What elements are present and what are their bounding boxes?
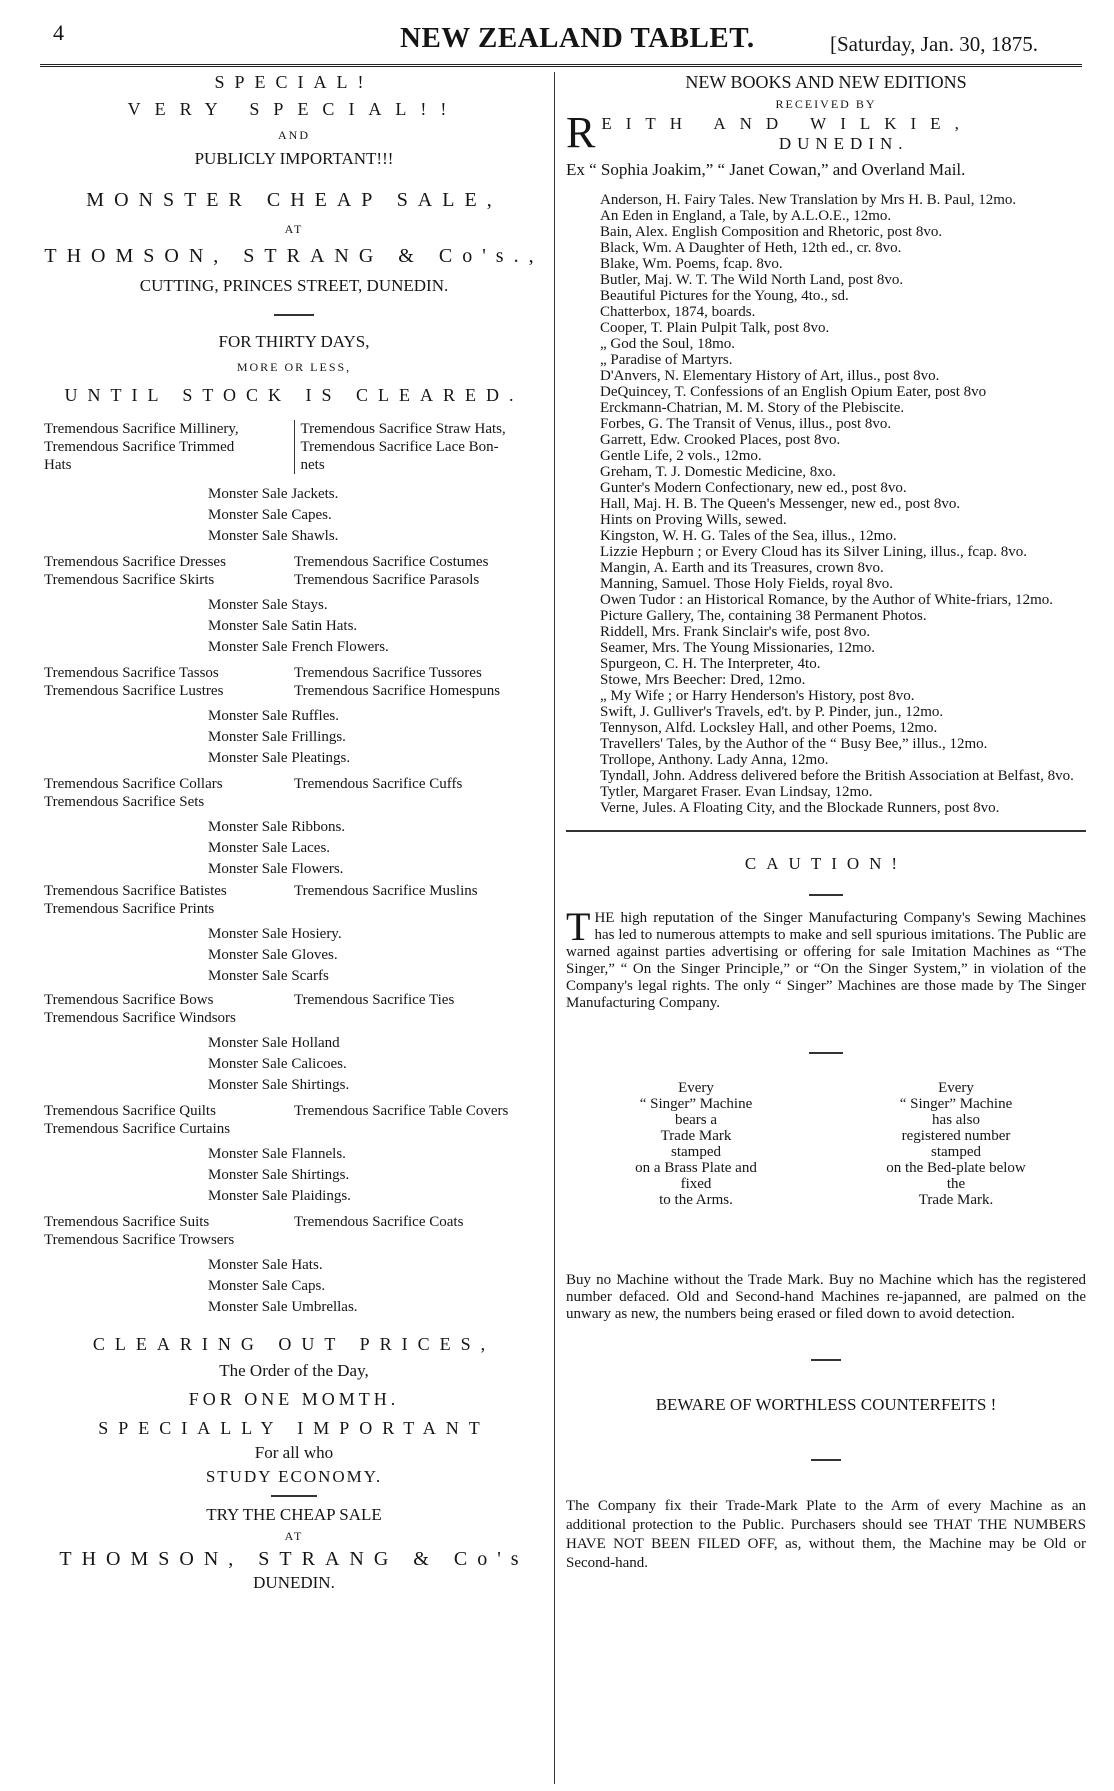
monster-group-4 [44, 817, 544, 880]
list-item: Monster Sale Stays. [208, 597, 328, 613]
list-item: Tremendous Sacrifice Lustres [44, 683, 224, 699]
list-item: Monster Sale Capes. [208, 507, 332, 523]
list-item: Monster Sale Hosiery. [208, 926, 342, 942]
book-list-item: Swift, J. Gulliver's Travels, ed't. by P. Pinder, jun., 12mo. [600, 704, 944, 720]
sacrifice-block-5 [44, 882, 544, 918]
list-item: Tremendous Sacrifice Tassos [44, 665, 219, 681]
divider-dash [809, 894, 843, 896]
firm-name-2: THOMSON, STRANG & Co's [59, 1548, 529, 1570]
firm-city-right: DUNEDIN. [778, 134, 909, 153]
list-item: Monster Sale Calicoes. [208, 1056, 347, 1072]
sacrifice-block-6 [44, 991, 544, 1027]
book-list-item: Manning, Samuel. Those Holy Fields, royal 8vo. [600, 576, 894, 592]
drop-cap-t: T [566, 904, 591, 949]
at-line: AT [284, 222, 304, 236]
list-item: Tremendous Sacrifice Collars [44, 776, 223, 792]
book-list-item: Chatterbox, 1874, boards. [600, 304, 756, 320]
divider-dash [271, 1495, 317, 1497]
list-item: Monster Sale Hats. [208, 1257, 323, 1273]
book-list-item: Butler, Maj. W. T. The Wild North Land, post 8vo. [600, 272, 904, 288]
divider-dash [811, 1459, 841, 1461]
book-list-item: Picture Gallery, The, containing 38 Permanent Photos. [600, 608, 927, 624]
sacrifice-block-8 [44, 1213, 544, 1249]
monster-group-7 [44, 1144, 544, 1207]
list-item: Tremendous Sacrifice Muslins [294, 883, 478, 899]
list-item: Tremendous Sacrifice Bows [44, 992, 214, 1008]
for-one-month: FOR ONE MOMTH. [188, 1389, 400, 1409]
book-list-item: Greham, T. J. Domestic Medicine, 8xo. [600, 464, 837, 480]
list-item: Tremendous Sacrifice Trowsers [44, 1232, 235, 1248]
list-item: Monster Sale Gloves. [208, 947, 338, 963]
list-item: Monster Sale Shirtings. [208, 1077, 350, 1093]
list-item: Monster Sale Laces. [208, 840, 331, 856]
section-rule [566, 830, 1086, 832]
book-list-item: Erckmann-Chatrian, M. M. Story of the Plebiscite. [600, 400, 905, 416]
firm-heading [566, 108, 1086, 157]
book-list-item: Garrett, Edw. Crooked Places, post 8vo. [600, 432, 841, 448]
book-list-item: Bain, Alex. English Composition and Rhetoric, post 8vo. [600, 224, 943, 240]
book-list-item: Stowe, Mrs Beecher: Dred, 12mo. [600, 672, 806, 688]
list-item: Monster Sale Ribbons. [208, 819, 346, 835]
monster-sale-heading: MONSTER CHEAP SALE, [86, 189, 502, 211]
dunedin-line: DUNEDIN. [253, 1573, 335, 1592]
list-item: Monster Sale Caps. [208, 1278, 326, 1294]
list-item: Tremendous Sacrifice Suits [44, 1214, 210, 1230]
header-rule [40, 64, 1082, 67]
list-item: Monster Sale Frillings. [208, 729, 346, 745]
very-special-heading: VERY SPECIAL!! [127, 99, 461, 119]
list-item: Tremendous Sacrifice Coats [294, 1214, 464, 1230]
caution-paragraph [566, 904, 1086, 1012]
beware-heading: BEWARE OF WORTHLESS COUNTERFEITS ! [655, 1395, 997, 1414]
monster-group-5 [44, 924, 544, 987]
list-item: Tremendous Sacrifice Windsors [44, 1010, 236, 1026]
sacrifice-block-7 [44, 1102, 544, 1138]
sacrifice-block-3 [44, 664, 544, 700]
book-list-item: Travellers' Tales, by the Author of the “ Busy Bee,” illus., 12mo. [600, 736, 988, 752]
list-item: Monster Sale Holland [208, 1035, 340, 1051]
ex-line: Ex “ Sophia Joakim,” “ Janet Cowan,” and Overland Mail. [566, 160, 966, 179]
list-item: Tremendous Sacrifice Table Covers [294, 1103, 509, 1119]
try-cheap-sale: TRY THE CHEAP SALE [206, 1505, 382, 1524]
publicly-important: PUBLICLY IMPORTANT!!! [194, 149, 394, 168]
trade-mark-notes [566, 1080, 1086, 1208]
list-item: Tremendous Sacrifice Sets [44, 794, 205, 810]
drop-cap-r: R [566, 108, 596, 157]
list-item: Tremendous Sacrifice Skirts [44, 572, 215, 588]
book-list-item: Forbes, G. The Transit of Venus, illus., post 8vo. [600, 416, 892, 432]
list-item: Tremendous Sacrifice Ties [294, 992, 455, 1008]
every-left: Every “ Singer” Machine bears a Trade Mark stamped on a Brass Plate and fixed to the Arms. [635, 1080, 757, 1208]
list-item: Tremendous Sacrifice Tussores [294, 665, 482, 681]
firm-address: CUTTING, PRINCES STREET, DUNEDIN. [139, 276, 449, 295]
right-column [566, 72, 1086, 1573]
divider-dash [274, 314, 314, 316]
list-item: Tremendous Sacrifice Costumes [294, 554, 489, 570]
list-item: Tremendous Sacrifice Dresses [44, 554, 226, 570]
list-item: Tremendous Sacrifice Curtains [44, 1121, 231, 1137]
list-item: Monster Sale Pleatings. [208, 750, 351, 766]
list-item: Monster Sale Satin Hats. [208, 618, 358, 634]
book-list-item: Tennyson, Alfd. Locksley Hall, and other Poems, 12mo. [600, 720, 938, 736]
list-item: Monster Sale Jackets. [208, 486, 339, 502]
company-fix-paragraph: The Company fix their Trade-Mark Plate to the Arm of every Machine as an additional protection to the Public. Purchasers should see THAT THE NUMBERS HAVE NOT BEEN FILED OFF, as, without them, the Machine may be Old or Second-hand. [566, 1498, 1086, 1571]
book-list-item: Verne, Jules. A Floating City, and the Blockade Runners, post 8vo. [600, 800, 1000, 816]
order-of-the-day: The Order of the Day, [219, 1361, 369, 1380]
book-list-item: Tytler, Margaret Fraser. Evan Lindsay, 12mo. [600, 784, 873, 800]
every-right: Every “ Singer” Machine has also registered number stamped on the Bed-plate below the Trade Mark. [886, 1080, 1026, 1208]
book-list-item: Trollope, Anthony. Lady Anna, 12mo. [600, 752, 829, 768]
monster-group-8 [44, 1255, 544, 1318]
book-list-item: Tyndall, John. Address delivered before the British Association at Belfast, 8vo. [600, 768, 1074, 784]
book-list-item: D'Anvers, N. Elementary History of Art, illus., post 8vo. [600, 368, 940, 384]
monster-group-3 [44, 706, 544, 769]
book-list-item: Lizzie Hepburn ; or Every Cloud has its Silver Lining, illus., fcap. 8vo. [600, 544, 1028, 560]
book-list-item: „ Paradise of Martyrs. [600, 352, 733, 368]
study-economy: STUDY ECONOMY. [205, 1467, 383, 1486]
caution-text: HE high reputation of the Singer Manufacturing Company's Sewing Machines has led to numerous attempts to make and sell spurious imitations. The Public are warned against parties advertising or offering for sale Imitation Machines as “The Singer,” “ On the Singer Principle,” or “On the Singer System,” in violation of the Company's legal rights. The only “ Singer” Machines are those made by The Singer Manufacturing Company. [566, 910, 1086, 1011]
sacrifice-block-2 [44, 553, 544, 589]
book-list-item: Hints on Proving Wills, sewed. [600, 512, 787, 528]
book-list-item: „ My Wife ; or Harry Henderson's History, post 8vo. [600, 688, 915, 704]
book-list-item: Gunter's Modern Confectionary, new ed., post 8vo. [600, 480, 907, 496]
monster-group-2 [44, 595, 544, 658]
at-line-2: AT [284, 1529, 304, 1543]
book-list [566, 192, 1086, 816]
page-number: 4 [53, 20, 64, 45]
book-list-item: „ God the Soul, 18mo. [600, 336, 735, 352]
special-heading: SPECIAL! [214, 72, 374, 92]
list-item: Monster Sale Shawls. [208, 528, 339, 544]
until-stock-cleared: UNTIL STOCK IS CLEARED. [64, 385, 524, 405]
list-item: Monster Sale Flowers. [208, 861, 344, 877]
book-list-item: Blake, Wm. Poems, fcap. 8vo. [600, 256, 783, 272]
list-item: Monster Sale French Flowers. [208, 639, 389, 655]
list-item: Monster Sale Flannels. [208, 1146, 346, 1162]
list-item: Tremendous Sacrifice Quilts [44, 1103, 216, 1119]
books-title: NEW BOOKS AND NEW EDITIONS [685, 72, 967, 92]
book-list-item: Cooper, T. Plain Pulpit Talk, post 8vo. [600, 320, 830, 336]
sacrifice-block-4 [44, 775, 544, 811]
left-column [44, 72, 544, 1593]
monster-group-1 [44, 484, 544, 547]
list-item: Tremendous Sacrifice Batistes [44, 883, 227, 899]
book-list-item: Hall, Maj. H. B. The Queen's Messenger, new ed., post 8vo. [600, 496, 961, 512]
clearing-out-prices: CLEARING OUT PRICES, [92, 1334, 496, 1354]
list-item: Tremendous Sacrifice Parasols [294, 572, 480, 588]
divider-dash [809, 1052, 843, 1054]
caution-heading: CAUTION! [744, 854, 908, 873]
book-list-item: Gentle Life, 2 vols., 12mo. [600, 448, 762, 464]
and-line: AND [278, 128, 310, 142]
buy-no-machine: Buy no Machine without the Trade Mark. Buy no Machine which has the registered number defaced. Old and Second-hand Machines re-japanned, are palmed on the unwary as new, the numbers being erased or filed down to avoid detection. [566, 1272, 1086, 1322]
list-item: Tremendous Sacrifice Prints [44, 901, 215, 917]
received-by: RECEIVED BY [775, 97, 877, 111]
for-all-who: For all who [254, 1443, 334, 1462]
more-or-less: MORE OR LESS, [236, 360, 352, 374]
list-item: Tremendous Sacrifice Homespuns [294, 683, 501, 699]
book-list-item: An Eden in England, a Tale, by A.L.O.E., 12mo. [600, 208, 892, 224]
thirty-days: FOR THIRTY DAYS, [218, 332, 370, 351]
sacrifice-left-1: Tremendous Sacrifice Millinery, Tremendous Sacrifice Trimmed Hats [44, 420, 295, 474]
sacrifice-block-1 [44, 420, 544, 474]
specially-important: SPECIALLY IMPORTANT [98, 1418, 490, 1438]
divider-dash [811, 1359, 841, 1361]
book-list-item: Black, Wm. A Daughter of Heth, 12th ed., cr. 8vo. [600, 240, 902, 256]
book-list-item: Beautiful Pictures for the Young, 4to., sd. [600, 288, 849, 304]
book-list-item: Kingston, W. H. G. Tales of the Sea, illus., 12mo. [600, 528, 897, 544]
list-item: Monster Sale Ruffles. [208, 708, 339, 724]
monster-group-6 [44, 1033, 544, 1096]
page-header [0, 0, 1114, 64]
book-list-item: Spurgeon, C. H. The Interpreter, 4to. [600, 656, 821, 672]
book-list-item: Owen Tudor : an Historical Romance, by the Author of White-friars, 12mo. [600, 592, 1053, 608]
list-item: Monster Sale Plaidings. [208, 1188, 351, 1204]
column-divider [554, 72, 555, 1784]
list-item: Monster Sale Umbrellas. [208, 1299, 358, 1315]
dateline: [Saturday, Jan. 30, 1875. [830, 32, 1039, 56]
list-item: Monster Sale Scarfs [208, 968, 329, 984]
masthead-title: NEW ZEALAND TABLET. [400, 22, 755, 54]
list-item: Tremendous Sacrifice Cuffs [294, 776, 463, 792]
book-list-item: DeQuincey, T. Confessions of an English Opium Eater, post 8vo [600, 384, 987, 400]
book-list-item: Seamer, Mrs. The Young Missionaries, 12mo. [600, 640, 875, 656]
sacrifice-right-1: Tremendous Sacrifice Straw Hats, Tremendous Sacrifice Lace Bon- nets [300, 421, 506, 473]
firm-name-right: EITH AND WILKIE, [601, 114, 973, 133]
book-list-item: Mangin, A. Earth and its Treasures, crown 8vo. [600, 560, 884, 576]
firm-name: THOMSON, STRANG & Co's., [44, 245, 544, 267]
book-list-item: Riddell, Mrs. Frank Sinclair's wife, post 8vo. [600, 624, 871, 640]
list-item: Monster Sale Shirtings. [208, 1167, 350, 1183]
book-list-item: Anderson, H. Fairy Tales. New Translation by Mrs H. B. Paul, 12mo. [600, 192, 1017, 208]
